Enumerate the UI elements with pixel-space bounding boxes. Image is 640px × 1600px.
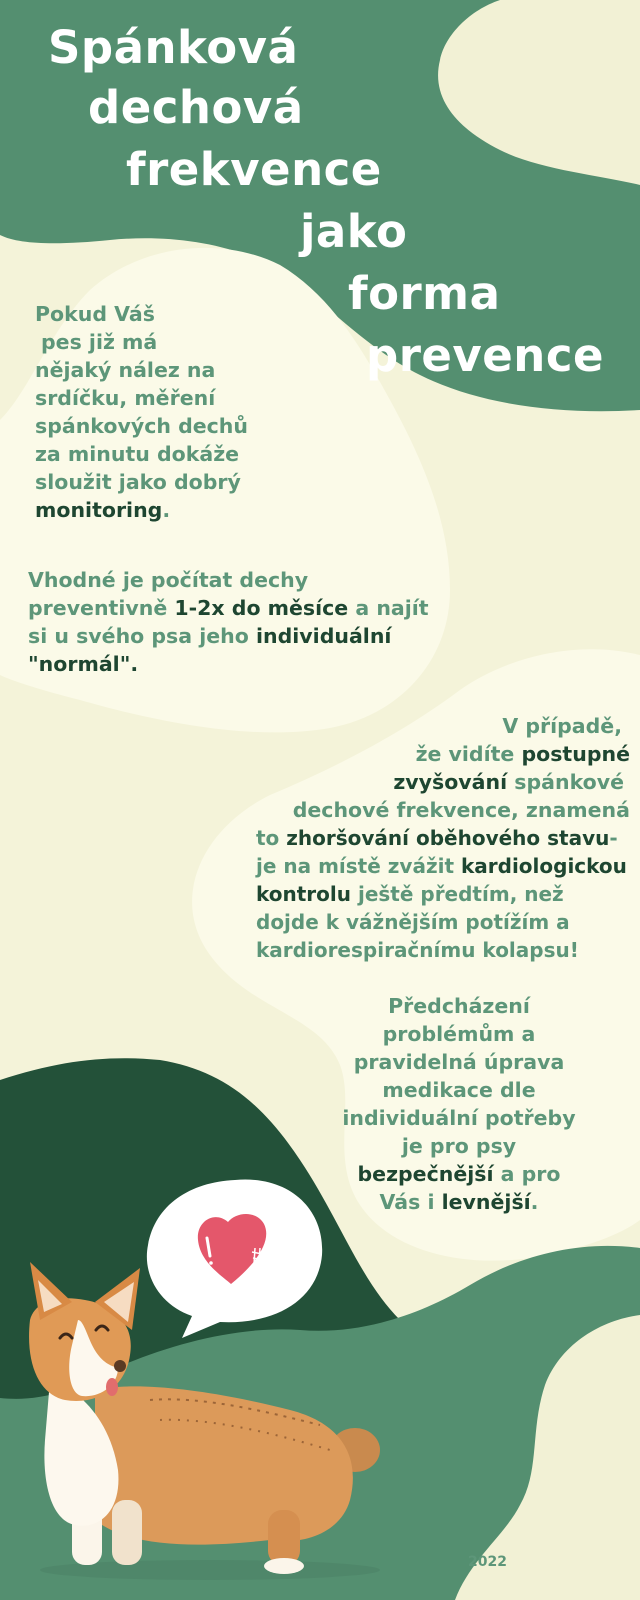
text-block-cardiology-check: to zhoršování oběhového stavu- je na místě zvážit kardiologickou kontrolu ještě předtím, než dojde k vážnějším potížím a kardiorespiračnímu kolapsu! xyxy=(256,826,627,962)
text-block-preventive-counting: Vhodné je počítat dechy preventivně 1-2x do měsíce a najít si u svého psa jeho individuální "normál". xyxy=(28,568,429,676)
title-line-6: prevence xyxy=(366,329,605,382)
title-line-5: forma xyxy=(348,267,501,320)
text-block-heart-finding: Pokud Váš pes již má nějaký nález na srdíčku, měření spánkových dechů za minutu dokáže sloužit jako dobrý monitoring. xyxy=(35,302,248,522)
year-label: 2022 xyxy=(468,1554,507,1570)
title-line-1: Spánková xyxy=(48,21,299,74)
title-line-4: jako xyxy=(300,205,408,258)
title-line-3: frekvence xyxy=(126,143,382,196)
title-line-2: dechová xyxy=(88,81,304,134)
text-block-increasing-rate: V případě, že vidíte postupné zvyšování spánkové dechové frekvence, znamená xyxy=(292,714,630,822)
text-block-prevention-benefits: Předcházení problémům a pravidelná úprava medikace dle individuální potřeby je pro psy bezpečnější a pro Vás i levnější. xyxy=(342,994,576,1214)
